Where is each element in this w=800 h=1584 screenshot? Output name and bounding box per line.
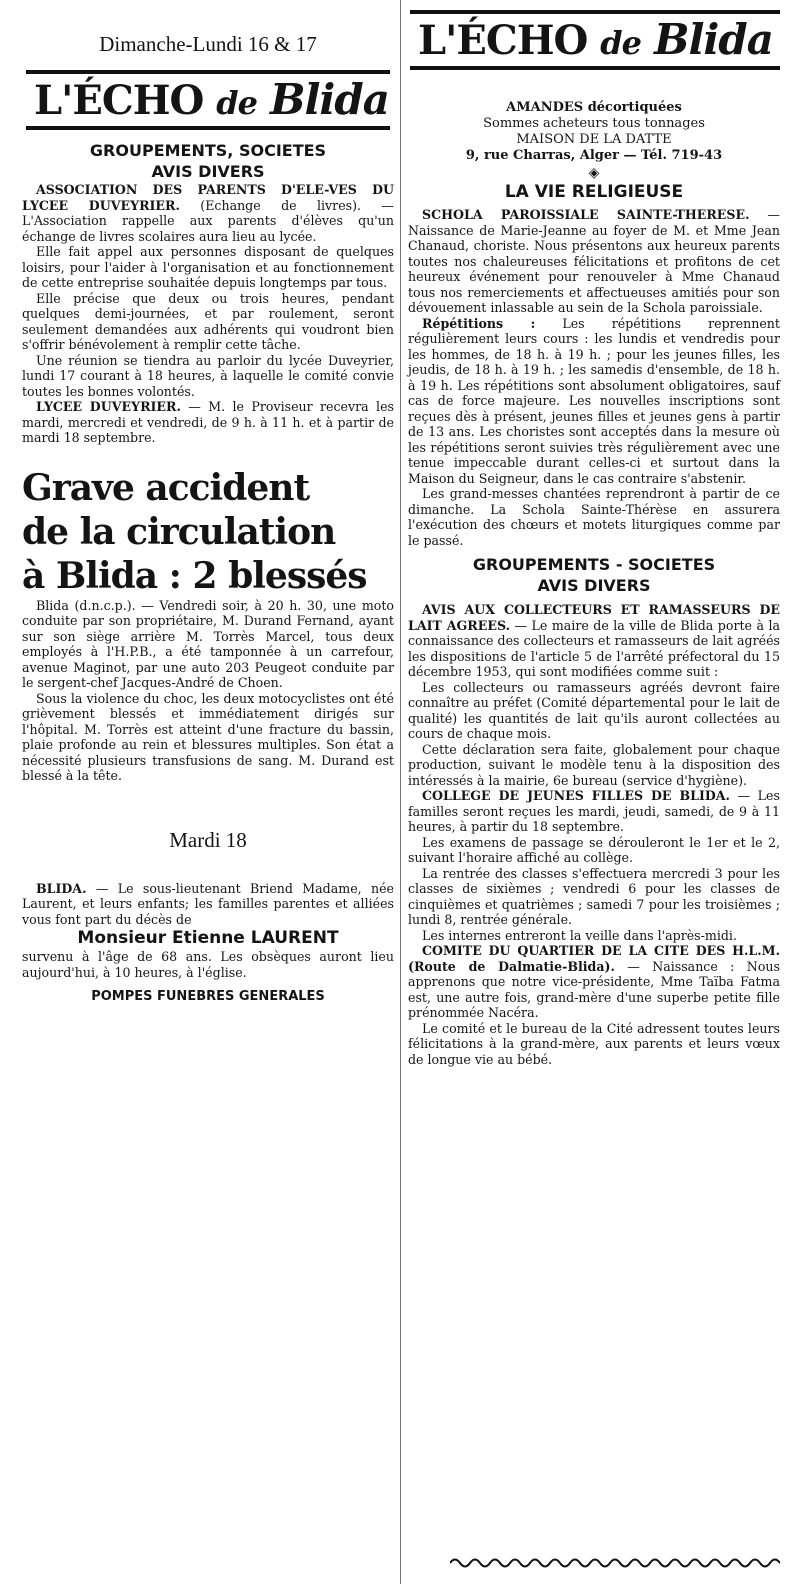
article-text: (Echange de livres). — L'Association rappelle aux parents d'élèves qu'un échange de livres scolaires aura lieu au lycée. (22, 197, 395, 244)
section-title: GROUPEMENTS - SOCIETES (472, 555, 716, 574)
masthead-echo: L'ÉCHO (34, 77, 204, 124)
masthead-logo (410, 10, 780, 70)
article-text: — Naissance : Nous apprenons que notre vice-présidente, Mme Taïba Fatma est, une autre fois, grand-mère d'une superbe petite fille prénommée Nacéra. (408, 958, 780, 1020)
article-lead: BLIDA. (36, 880, 87, 896)
obituary-text (22, 881, 394, 928)
wavy-divider (450, 1556, 780, 1570)
masthead-echo: L'ÉCHO (418, 17, 588, 64)
section-title: GROUPEMENTS, SOCIETES (89, 141, 327, 160)
masthead-blida: Blida (653, 15, 773, 64)
article-lead: SCHOLA PAROISSIALE SAINTE-THERESE. (422, 207, 750, 222)
comite-p2: Le comité et le bureau de la Cité adressent toutes leurs félicitations à la grand-mère, aux parents et leurs vœux de longue vie au bébé. (408, 1020, 780, 1067)
schola-p3: Les grand-messes chantées reprendront à partir de ce dimanche. La Schola Sainte-Thérèse en assurera l'exécution des chœurs et motets liturgiques comme par le passé. (408, 486, 780, 548)
article-text: — Le maire de la ville de Blida porte à la connaissance des collecteurs et ramasseurs de lait agréés les dispositions de l'article 5 de l'arrêté préfectoral du 15 décembre 1953, qui sont modifiées comme suit : (408, 617, 780, 679)
article-lead: AVIS AUX COLLECTEURS ET RAMASSEURS DE LAIT AGREES. (408, 602, 780, 633)
masthead-logo (26, 70, 390, 130)
lait-p1 (408, 602, 780, 680)
headline-line-3: à Blida : 2 blessés (22, 554, 367, 597)
article-assoc-p3: Elle précise que deux ou trois heures, pendant quelques demi-journées, et par roulement, seront seulement demandées aux adhérents qui voudront bien s'offrir bénévolement à remplir cette tâche. (22, 290, 394, 352)
headline-line-2: de la circulation (22, 510, 336, 553)
left-column (22, 0, 394, 1007)
article-assoc-p1 (22, 182, 394, 244)
date-heading: Mardi 18 (169, 827, 247, 852)
article-assoc-p4: Une réunion se tiendra au parloir du lycée Duveyrier, lundi 17 courant à 18 heures, à laquelle le comité convie toutes les bonnes volontés. (22, 352, 394, 399)
ad-line-3: MAISON DE LA DATTE (516, 132, 672, 147)
article-text: — Le sous-lieutenant Briend Madame, née Laurent, et leurs enfants; les familles parentes et alliées vous font part du décès de (22, 880, 394, 927)
obituary-name: Monsieur Etienne LAURENT (77, 928, 339, 948)
obituary-text-2: survenu à l'âge de 68 ans. Les obsèques auront lieu aujourd'hui, à 10 heures, à l'église. (22, 949, 394, 980)
column-divider (400, 0, 401, 1584)
section-subtitle: AVIS DIVERS (537, 576, 651, 595)
schola-p1 (408, 207, 780, 316)
article-text: — Les familles seront reçues les mardi, jeudi, samedi, de 9 à 11 heures, à partir du 18 septembre. (408, 788, 780, 834)
article-text: — M. le Proviseur recevra les mardi, mercredi et vendredi, de 9 h. à 11 h. et à partir de mardi 18 septembre. (22, 399, 394, 445)
lait-p3: Cette déclaration sera faite, globalement pour chaque production, suivant le modèle tenu à la disposition des intéressés à la mairie, 6e bureau (service d'hygiène). (408, 741, 780, 788)
college-p2: Les examens de passage se dérouleront le 1er et le 2, suivant l'horaire affiché au collège. (408, 834, 780, 865)
diamond-ornament-icon: ◈ (588, 165, 600, 181)
article-lead: COMITE DU QUARTIER DE LA CITE DES H.L.M. (Route de Dalmatie-Blida). (408, 943, 780, 974)
headline-line-1: Grave accident (22, 466, 310, 509)
section-subtitle: AVIS DIVERS (151, 162, 265, 181)
college-p3: La rentrée des classes s'effectuera mercredi 3 pour les classes de sixièmes ; vendredi 6 pour les classes de cinquièmes et quatrièmes ; samedi 7 pour les troisièmes ; lundi 8, rentrée générale. (408, 865, 780, 927)
article-lead: Répétitions : (422, 315, 536, 331)
ad-line-4: 9, rue Charras, Alger — Tél. 719-43 (465, 148, 723, 163)
ad-line-2: Sommes acheteurs tous tonnages (483, 116, 705, 131)
masthead-de: de (600, 24, 642, 62)
schola-p2 (408, 316, 780, 487)
article-lead: COLLEGE DE JEUNES FILLES DE BLIDA. (422, 788, 730, 803)
article-text: — Naissance de Marie-Jeanne au foyer de M. et Mme Jean Chanaud, choriste. Nous présentons aux heureux parents toutes nos chaleureuses félicitations et profitons de cet heureux événement pour renouveler à Mme Chanaud tous nos remerciements et affectueuses amitiés pour son dévouement inlassable au sein de la Schola paroissiale. (408, 207, 780, 315)
section-title: LA VIE RELIGIEUSE (504, 182, 684, 202)
ad-line-1: AMANDES décortiquées (506, 100, 682, 115)
masthead-de: de (216, 84, 258, 122)
lait-p2: Les collecteurs ou ramasseurs agréés devront faire connaître au préfet (Comité départemental pour le lait de qualité) les quantités de lait qu'ils auront collectées au cours de chaque mois. (408, 679, 780, 741)
accident-p2: Sous la violence du choc, les deux motocyclistes ont été grièvement blessés et immédiatement dirigés sur l'hôpital. M. Torrès est atteint d'une fracture du bassin, plaie profonde au rein et blessures multiples. Son état a nécessité plusieurs transfusions de sang. M. Durand est blessé à la tête. (22, 690, 394, 783)
comite-p1 (408, 943, 780, 1021)
right-column (408, 0, 780, 1067)
dateline: Dimanche-Lundi 16 & 17 (99, 32, 317, 56)
college-p4: Les internes entreront la veille dans l'après-midi. (422, 927, 737, 943)
accident-p1: Blida (d.n.c.p.). — Vendredi soir, à 20 h. 30, une moto conduite par son propriétaire, M. Durand Fernand, ayant sur son siège arrière M. Torrès Marcel, tous deux employés à l'H.P.B., a été tamponnée à un carrefour, avenue Maginot, par une auto 203 Peugeot conduite par le sergent-chef Jacques-André de Choen. (22, 597, 394, 690)
article-lycee (22, 399, 394, 446)
article-assoc-p2: Elle fait appel aux personnes disposant de quelques loisirs, pour l'aider à l'organisation et au fonctionnement de cette entreprise souhaitée depuis longtemps par tous. (22, 244, 394, 290)
obituary-signature: POMPES FUNEBRES GENERALES (91, 989, 325, 1004)
article-text: Les répétitions reprennent régulièrement leurs cours : les lundis et vendredis pour les hommes, de 18 h. à 19 h. ; pour les jeunes filles, les jeudis, de 18 h. à 19 h. ; les samedis d'ensemble, de 18 h. à 19 h. Les répétitions sont absolument obligatoires, sauf cas de force majeure. Les nouvelles inscriptions sont reçues dès à présent, jeunes filles et jeunes gens à partir de 13 ans. Les choristes sont acceptés dans la mesure où les répétitions seront suivies très régulièrement avec une tenue impeccable durant celles-ci et surtout dans la Maison du Seigneur, dans le cas contraire s'abstenir. (408, 315, 780, 486)
article-lead: LYCEE DUVEYRIER. (36, 399, 181, 414)
college-p1 (408, 788, 780, 835)
article-lead: ASSOCIATION DES PARENTS D'ELE-VES DU LYCEE DUVEYRIER. (22, 182, 394, 213)
masthead-blida: Blida (269, 75, 389, 124)
